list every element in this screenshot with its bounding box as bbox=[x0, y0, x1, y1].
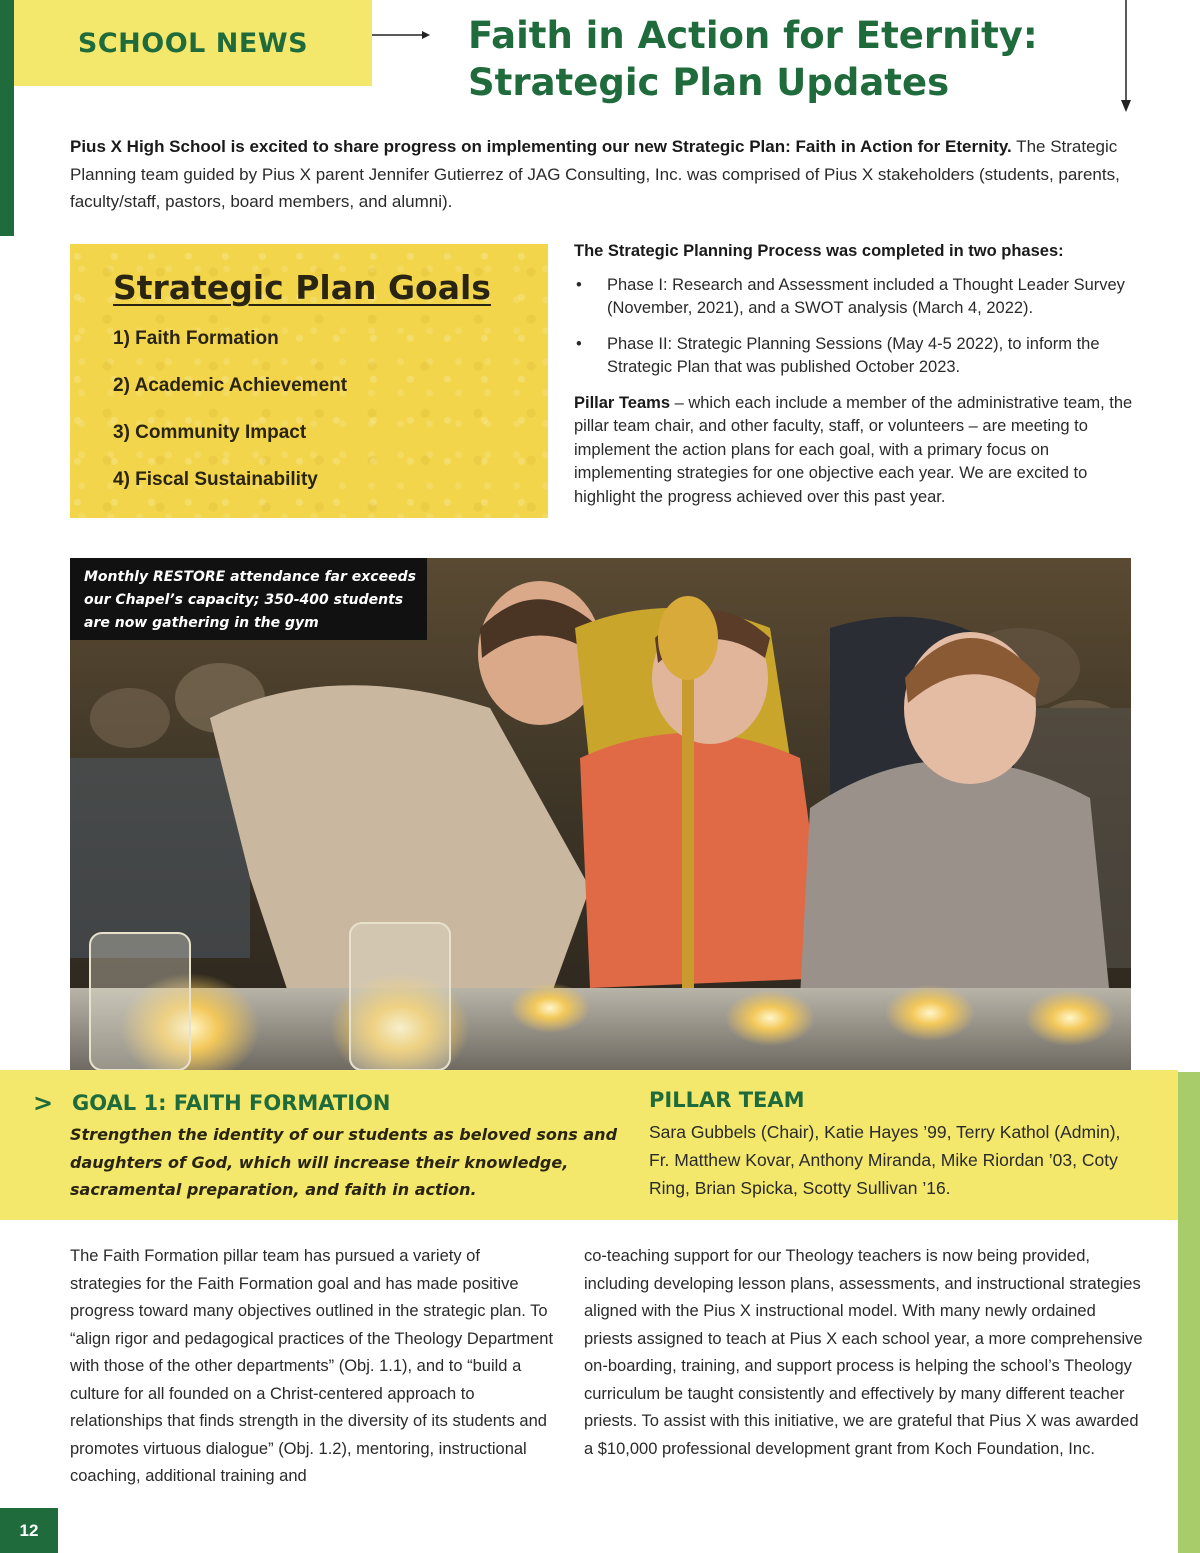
body-column-left: The Faith Formation pillar team has pursued a variety of strategies for the Faith Formation goal and has made positive progress toward many objectives outlined in the strategic plan. To “align rigor and pedagogical practices of the Theology Department with those of the other departments” (Obj. 1.1), and to “build a culture for all founded on a Christ-centered approach to relationships that finds strength in the diversity of its students and promotes virtuous dialogue” (Obj. 1.2), mentoring, instructional coaching, additional training and bbox=[70, 1247, 554, 1485]
intro-bold: Pius X High School is excited to share progress on implementing our new Strategic Plan: Faith in Action for Eternity. bbox=[70, 137, 1012, 156]
bullet-icon: • bbox=[576, 334, 582, 353]
page-title bbox=[468, 12, 1108, 106]
process-column bbox=[574, 240, 1134, 509]
left-accent-bar bbox=[0, 0, 14, 236]
phase-item bbox=[574, 333, 1134, 380]
phase-text: Phase I: Research and Assessment included a Thought Leader Survey (November, 2021), and a SWOT analysis (March 4, 2022). bbox=[607, 275, 1125, 317]
goals-box bbox=[70, 244, 548, 518]
goal-item: 3) Community Impact bbox=[113, 422, 307, 443]
goal-description: Strengthen the identity of our students as beloved sons and daughters of God, which will increase their knowledge, sacramental preparation, and faith in action. bbox=[70, 1125, 618, 1199]
goals-title: Strategic Plan Goals bbox=[113, 268, 491, 307]
body-column-right: co-teaching support for our Theology teachers is now being provided, including developing lesson plans, assessments, and instructional strategies aligned with the Pius X instructional model. With many newly ordained priests assigned to teach at Pius X each school year, a more comprehensive on-boarding, training, and support process is helping the school’s Theology curriculum be taught consistently and effectively by many different teacher priests. To assist with this initiative, we are grateful that Pius X was awarded a $10,000 professional development grant from Koch Foundation, Inc. bbox=[584, 1247, 1143, 1458]
goal-item: 4) Fiscal Sustainability bbox=[113, 469, 318, 490]
pillar-teams-bold: Pillar Teams bbox=[574, 393, 670, 412]
goal-item: 2) Academic Achievement bbox=[113, 375, 348, 396]
intro-paragraph bbox=[70, 133, 1140, 216]
intro-text: The Strategic Planning team guided by Pius X parent Jennifer Gutierrez of JAG Consulting, Inc. was comprised of Pius X stakeholders (students, parents, faculty/staff, pastors, board members, and alumni). bbox=[70, 137, 1120, 211]
arrow-down-icon bbox=[1116, 0, 1136, 115]
pillar-team-members: Sara Gubbels (Chair), Katie Hayes ’99, Terry Kathol (Admin), Fr. Matthew Kovar, Anthony Miranda, Mike Riordan ’03, Coty Ring, Brian Spicka, Scotty Sullivan ’16. bbox=[649, 1122, 1121, 1198]
arrow-right-icon bbox=[372, 25, 432, 45]
phase-item bbox=[574, 274, 1134, 321]
section-tag-label: SCHOOL NEWS bbox=[77, 27, 309, 59]
pillar-teams-text: – which each include a member of the administrative team, the pillar team chair, and other faculty, staff, or volunteers – are meeting to implement the action plans for each goal, with a primary focus on implementing strategies for one objective each year. We are excited to highlight the progress achieved over this past year. bbox=[574, 393, 1133, 506]
title-line-1: Faith in Action for Eternity: bbox=[468, 14, 1038, 57]
chevron-right-icon: > bbox=[33, 1089, 54, 1117]
goal-heading: GOAL 1: FAITH FORMATION bbox=[72, 1091, 391, 1115]
phase-text: Phase II: Strategic Planning Sessions (May 4-5 2022), to inform the Strategic Plan that was published October 2023. bbox=[607, 334, 1100, 376]
title-line-2: Strategic Plan Updates bbox=[468, 61, 950, 104]
bullet-icon: • bbox=[576, 275, 582, 294]
section-tag bbox=[14, 0, 372, 86]
page-number: 12 bbox=[0, 1508, 58, 1553]
right-accent-bar bbox=[1178, 1072, 1200, 1553]
process-heading: The Strategic Planning Process was completed in two phases: bbox=[574, 242, 1064, 260]
goal-item: 1) Faith Formation bbox=[113, 328, 279, 349]
pillar-team-heading: PILLAR TEAM bbox=[649, 1088, 805, 1112]
pillar-teams-paragraph bbox=[574, 392, 1134, 510]
photo-caption: Monthly RESTORE attendance far exceeds our Chapel’s capacity; 350-400 students are now gathering in the gym bbox=[70, 558, 427, 640]
